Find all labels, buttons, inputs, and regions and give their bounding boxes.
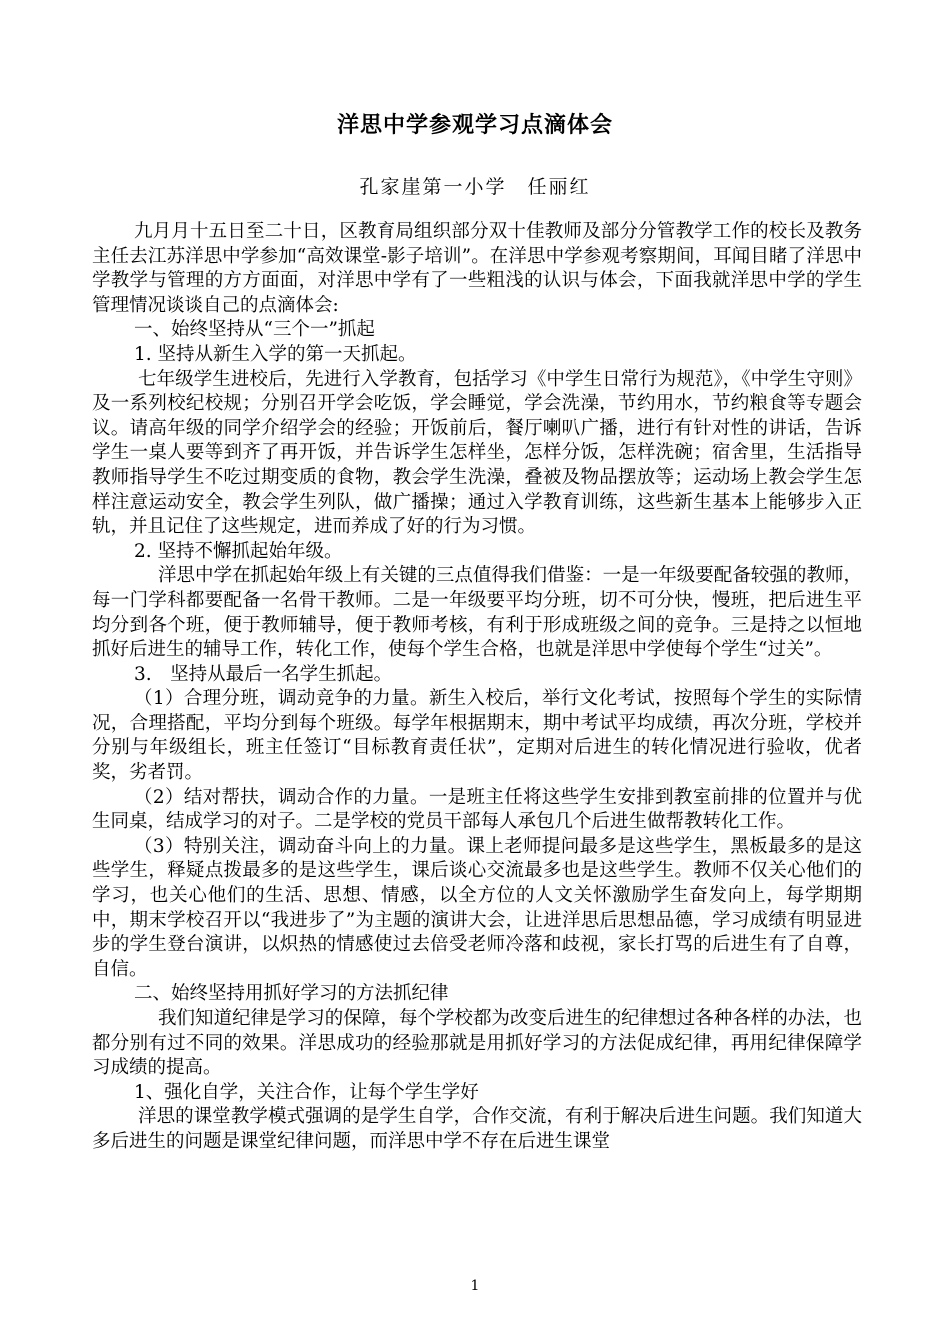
paragraph-discipline: 我们知道纪律是学习的保障，每个学校都为改变后进生的纪律想过各种各样的办法，也都分别有过不同的效果。洋思成功的经验那就是用抓好学习的方法促成纪律，再用纪律保障学习成绩的提高。: [92, 1008, 862, 1079]
section-heading-2: 二、始终坚持用抓好学习的方法抓纪律: [134, 983, 449, 1005]
subheading-2-1: 1、强化自学，关注合作，让每个学生学好: [134, 1081, 479, 1103]
paragraph-starting-grade: 洋思中学在抓起始年级上有关键的三点值得我们借鉴：一是一年级要配备较强的教师，每一门学科都要配备一名骨干教师。二是一年级要平均分班，切不可分快，慢班，把后进生平均分到各个班，便于教师辅导，便于教师考核，有利于形成班级之间的竞争。三是持之以恒地抓好后进生的辅导工作，转化工作，使每个学生合格，也就是洋思中学使每个学生“过关”。: [92, 565, 862, 661]
page-number: 1: [470, 1278, 480, 1294]
paragraph-intro: 九月月十五日至二十日，区教育局组织部分双十佳教师及部分分管教学工作的校长及教务主任去江苏洋思中学参加“高效课堂-影子培训”。在洋思中学参观考察期间，耳闻目睹了洋思中学教学与管理的方方面面，对洋思中学有了一些粗浅的认识与体会，下面我就洋思中学的学生管理情况谈谈自己的点滴体会:: [92, 221, 862, 316]
subheading-1-2: 2. 坚持不懈抓起始年级。: [134, 540, 343, 562]
author-byline: 孔家崖第一小学 任丽红: [359, 176, 591, 198]
document-body: [92, 220, 862, 1155]
subheading-1-3: 3. 坚持从最后一名学生抓起。: [134, 663, 393, 685]
paragraph-self-study: 洋思的课堂教学模式强调的是学生自学，合作交流，有利于解决后进生问题。我们知道大多后进生的问题是课堂纪律问题，而洋思中学不存在后进生课堂: [92, 1106, 862, 1152]
subheading-1-1: 1. 坚持从新生入学的第一天抓起。: [134, 343, 417, 365]
paragraph-special-attention: （3）特别关注，调动奋斗向上的力量。课上老师提问最多是这些学生，黑板最多的是这些学生，释疑点拨最多的是这些学生，课后谈心交流最多也是这些学生。教师不仅关心他们的学习，也关心他们的生活、思想、情感，以全方位的人文关怀激励学生奋发向上，每学期期中，期末学校召开以“我进步了”为主题的演讲大会，让进洋思后思想品德，学习成绩有明显进步的学生登台演讲，以炽热的情感使过去倍受老师冷落和歧视，家长打骂的后进生有了自尊，自信。: [92, 835, 862, 980]
section-heading-1: 一、始终坚持从“三个一”抓起: [134, 319, 375, 341]
paragraph-pair-support: （2）结对帮扶，调动合作的力量。一是班主任将这些学生安排到教室前排的位置并与优生同桌，结成学习的对子。二是学校的党员干部每人承包几个后进生做帮教转化工作。: [92, 786, 862, 833]
paragraph-class-division: （1）合理分班，调动竞争的力量。新生入校后，举行文化考试，按照每个学生的实际情况，合理搭配，平均分到每个班级。每学年根据期末，期中考试平均成绩，再次分班，学校并分别与年级组长，班主任签订“目标教育责任状”，定期对后进生的转化情况进行验收，优者奖，劣者罚。: [92, 688, 862, 784]
document-title: 洋思中学参观学习点滴体会: [336, 112, 613, 138]
paragraph-new-students: 七年级学生进校后，先进行入学教育，包括学习《中学生日常行为规范》，《中学生守则》及一系列校纪校规；分别召开学会吃饭，学会睡觉，学会洗澡，节约用水，节约粮食等专题会议。请高年级的同学介绍学会的经验；开饭前后，餐厅喇叭广播，进行有针对性的讲话，告诉学生一桌人要等到齐了再开饭，并告诉学生怎样坐，怎样分饭，怎样洗碗；宿舍里，生活指导教师指导学生不吃过期变质的食物，教会学生洗澡，叠被及物品摆放等；运动场上教会学生怎样注意运动安全，教会学生列队，做广播操；通过入学教育训练，这些新生基本上能够步入正轨，并且记住了这些规定，进而养成了好的行为习惯。: [92, 368, 862, 538]
